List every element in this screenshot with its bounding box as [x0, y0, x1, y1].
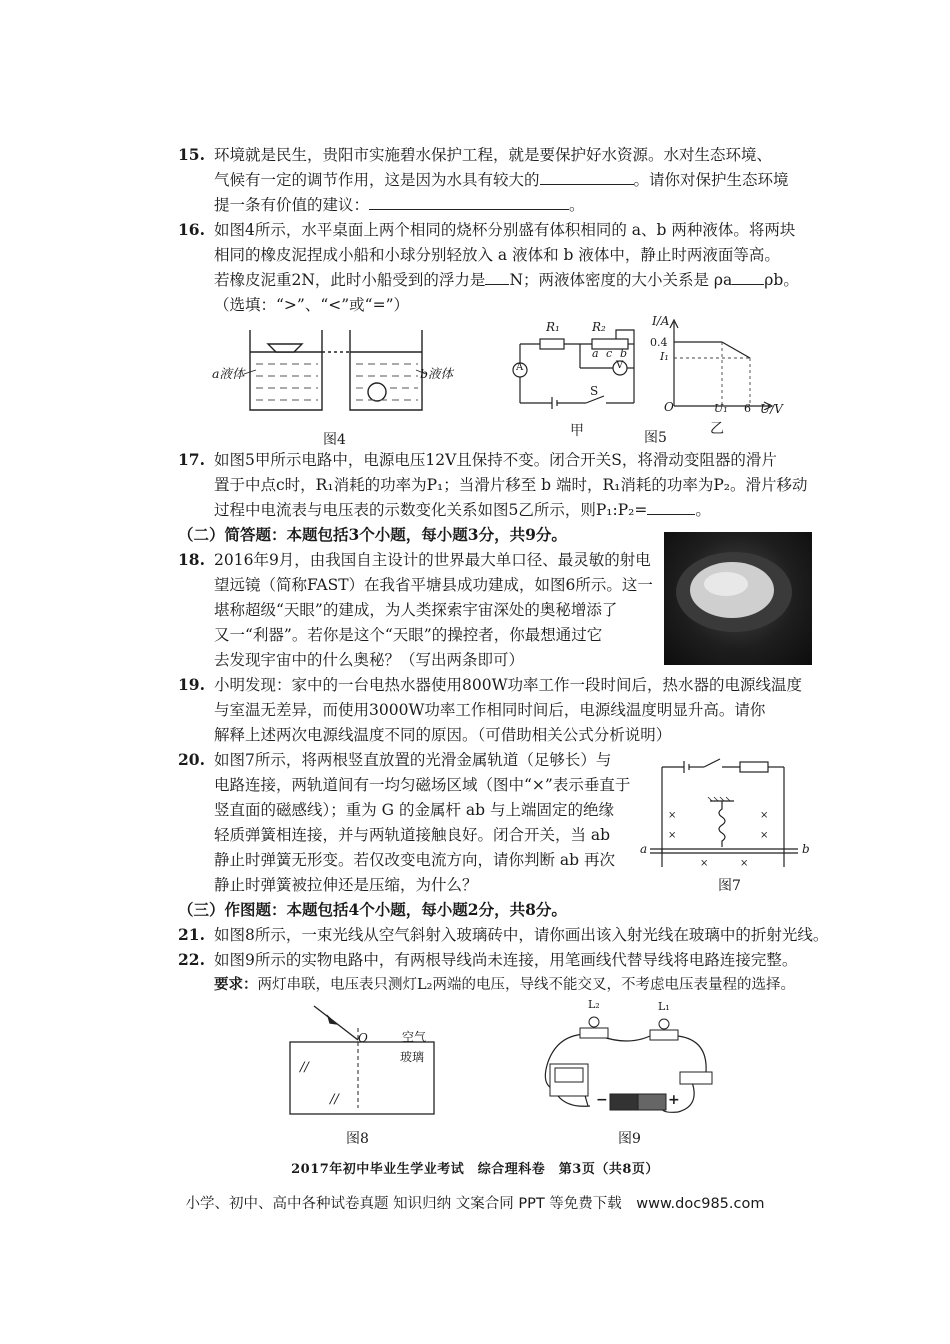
q16-line1: 16. 如图4所示，水平桌面上两个相同的烧杯分别盛有体积相同的 a、b 两种液体。将两块	[178, 218, 795, 242]
fig5-caption: 图5	[644, 430, 667, 446]
q17-line1: 17. 如图5甲所示电路中，电源电压12V且保持不变。闭合开关S，将滑动变阻器的滑片	[178, 448, 777, 472]
q18-line5: 去发现宇宙中的什么奥秘？（写出两条即可）	[214, 651, 525, 669]
fig7-label-a: a	[640, 842, 648, 856]
q20-line6: 静止时弹簧被拉伸还是压缩，为什么？	[214, 876, 478, 894]
fig7-crosses-row1: ×	[668, 810, 705, 821]
q17-number: 17.	[178, 450, 205, 469]
answer-blank[interactable]	[369, 195, 569, 210]
section-3-heading: （三）作图题：本题包括4个小题，每小题2分，共8分。	[178, 900, 567, 919]
fig5-x6: 6	[744, 402, 751, 415]
fig6-caption: 图6	[730, 651, 753, 667]
fig5-xlabel: U/V	[760, 402, 783, 416]
fig5-yi: 乙	[710, 421, 724, 437]
fig7-cross: ×	[760, 810, 769, 821]
q15-line3: 提一条有价值的建议： 。	[214, 196, 585, 214]
q20-line3: 竖直面的磁感线）；重为 G 的金属杆 ab 与上端固定的绝缘	[214, 801, 615, 819]
q22-number: 22.	[178, 950, 205, 969]
fig5-xu1: U₁	[714, 402, 728, 415]
fig7-caption: 图7	[718, 878, 741, 894]
q18-line1: 18. 2016年9月，由我国自主设计的世界最大单口径、最灵敏的射电	[178, 548, 651, 572]
q20-line4: 轻质弹簧相连接，并与两轨道接触良好。闭合开关，当 ab	[214, 826, 611, 844]
fig8-o: O	[358, 1031, 368, 1045]
q21-number: 21.	[178, 925, 205, 944]
fig8-air: 空气	[402, 1030, 427, 1044]
fig9-caption: 图9	[618, 1131, 641, 1147]
fig9-l1: L₁	[658, 1000, 670, 1013]
q21-line1: 21. 如图8所示，一束光线从空气斜射入玻璃砖中，请你画出该入射光线在玻璃中的折射光线。	[178, 923, 828, 947]
q16-line4: （选填：“>”、“<”或“=”）	[214, 296, 410, 314]
q16-line2: 相同的橡皮泥捏成小船和小球分别轻放入 a 液体和 b 液体中，静止时两液面等高。	[214, 246, 780, 264]
q15-number: 15.	[178, 145, 205, 164]
q15-line1: 15. 环境就是民生，贵阳市实施碧水保护工程，就是要保护好水资源。水对生态环境、	[178, 143, 772, 167]
q22-line2: 要求：两灯串联，电压表只测灯L₂两端的电压，导线不能交叉，不考虑电压表量程的选择。	[214, 976, 795, 993]
q22-line1: 22. 如图9所示的实物电路中，有两根导线尚未连接，用笔画线代替导线将电路连接完整。	[178, 948, 797, 972]
answer-blank[interactable]	[732, 270, 764, 285]
q18-number: 18.	[178, 550, 205, 569]
q20-line2: 电路连接，两轨道间有一均匀磁场区域（图中“×”表示垂直于	[214, 776, 631, 794]
q19-line2: 与室温无差异，而使用3000W功率工作相同时间后，电源线温度明显升高。请你	[214, 701, 766, 719]
q18-line2: 望远镜（简称FAST）在我省平塘县成功建成，如图6所示。这一	[214, 576, 653, 594]
q19-line3: 解释上述两次电源线温度不同的原因。（可借助相关公式分析说明）	[214, 726, 672, 744]
fig4-caption: 图4	[323, 432, 346, 448]
fig7-cross: ×	[760, 830, 769, 841]
fig7-cross: ×	[668, 830, 677, 841]
q18-line3: 堪称超级“天眼”的建成，为人类探索宇宙深处的奥秘增添了	[214, 601, 618, 619]
q16-number: 16.	[178, 220, 205, 239]
figure-5-graph	[664, 318, 774, 410]
fig5-r1: R₁	[546, 320, 560, 334]
fast-telescope-photo	[664, 532, 812, 665]
fig5-y04: 0.4	[650, 336, 668, 349]
q20-number: 20.	[178, 750, 205, 769]
fig5-yi1: I₁	[660, 350, 669, 363]
q19-line1: 19. 小明发现：家中的一台电热水器使用800W功率工作一段时间后，热水器的电源线温度	[178, 673, 802, 697]
fig8-hatch: //	[330, 1092, 339, 1107]
section-2-heading: （二）简答题：本题包括3个小题，每小题3分，共9分。	[178, 525, 567, 544]
fig5-b: b	[620, 347, 628, 360]
page-footer: 2017年初中毕业生学业考试 综合理科卷 第3页（共8页）	[291, 1162, 659, 1177]
q19-number: 19.	[178, 675, 205, 694]
fig5-voltmeter: V	[616, 360, 624, 371]
q16-line3: 若橡皮泥重2N，此时小船受到的浮力是 N；两液体密度的大小关系是 ρa ρb。	[214, 271, 799, 289]
q20-line5: 静止时弹簧无形变。若仅改变电流方向，请你判断 ab 再次	[214, 851, 616, 869]
fig7-cross: ×	[700, 858, 709, 869]
fig5-a: a	[592, 347, 599, 360]
fig7-label-b: b	[802, 842, 810, 856]
fig5-ammeter: A	[516, 362, 524, 373]
answer-blank[interactable]	[647, 500, 695, 515]
q18-line4: 又一“利器”。若你是这个“天眼”的操控者，你最想通过它	[214, 626, 603, 644]
fig5-origin: O	[664, 400, 674, 414]
fig9-minus: −	[596, 1092, 608, 1108]
fig4-label-a: a液体	[212, 366, 245, 381]
fig5-switch: S	[590, 384, 599, 398]
fig8-caption: 图8	[346, 1131, 369, 1147]
fig7-cross: ×	[740, 858, 749, 869]
fig8-glass: 玻璃	[400, 1050, 425, 1064]
figure-9	[528, 1006, 728, 1126]
q20-line1: 20. 如图7所示，将两根竖直放置的光滑金属轨道（足够长）与	[178, 748, 611, 772]
download-notice: 小学、初中、高中各种试卷真题 知识归纳 文案合同 PPT 等免费下载 www.doc985.com	[185, 1196, 765, 1212]
fig5-ylabel: I/A	[652, 314, 670, 328]
fig9-l2: L₂	[588, 998, 600, 1011]
q17-line3: 过程中电流表与电压表的示数变化关系如图5乙所示，则P₁:P₂= 。	[214, 501, 711, 519]
fig5-r2: R₂	[592, 320, 606, 334]
fig9-plus: +	[668, 1092, 680, 1108]
fig5-c: c	[606, 347, 613, 360]
answer-blank[interactable]	[485, 270, 509, 285]
answer-blank[interactable]	[540, 170, 634, 185]
q17-line2: 置于中点c时，R₁消耗的功率为P₁；当滑片移至 b 端时，R₁消耗的功率为P₂。滑片移动	[214, 476, 808, 494]
fig4-label-b: b液体	[420, 366, 454, 381]
q15-line2: 气候有一定的调节作用，这是因为水具有较大的 。请你对保护生态环境	[214, 171, 789, 189]
fig5-jia: 甲	[570, 423, 584, 439]
fig8-hatch: //	[300, 1060, 309, 1075]
